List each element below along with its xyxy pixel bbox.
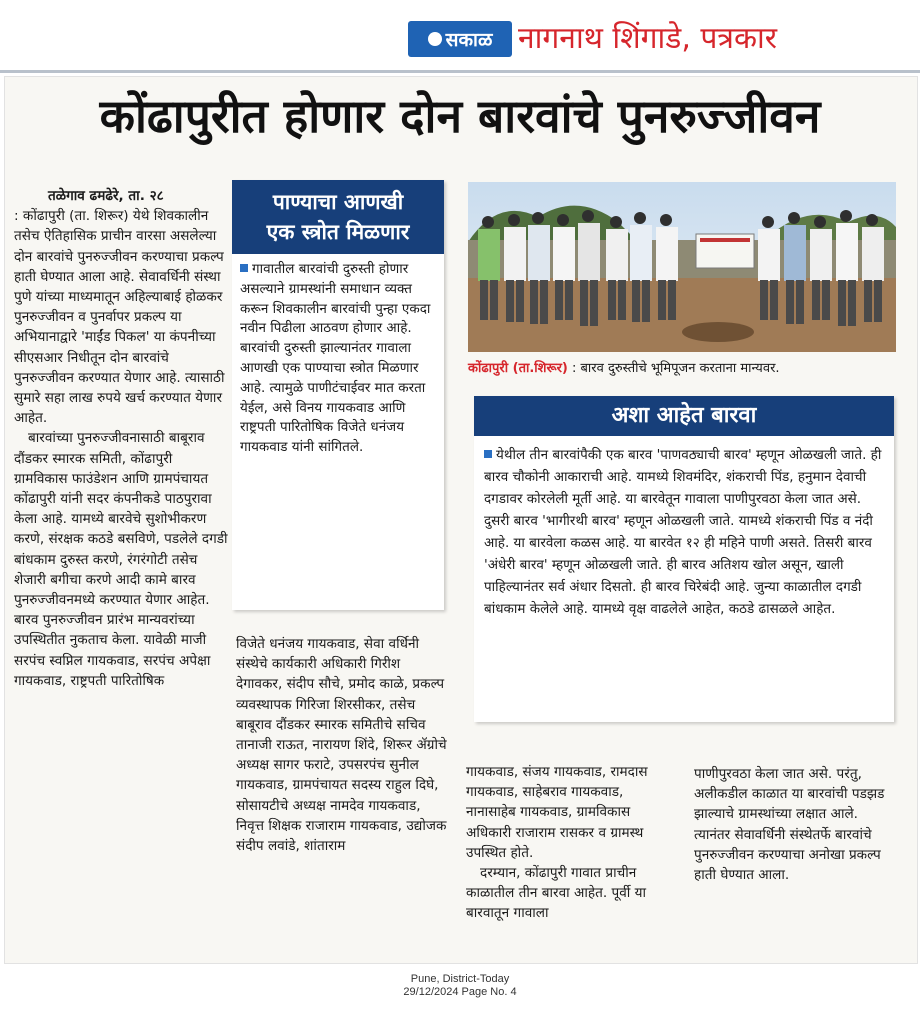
ceremony-photo-illustration [468,182,896,352]
photo-caption [468,358,898,376]
paragraph: बारवांच्या पुनरुज्जीवनासाठी बाबूराव दौंडकर स्मारक समिती, कोंढापुरी ग्रामविकास फाउंडेशन आणि ग्रामपंचायत कोंढापुरी यांनी सदर कंपनीकडे पाठपुरावा केला आहे. यामध्ये बारवेचे सुशोभीकरण करणे, संरक्षक कठडे बसविणे, पडलेले दगडी बांधकाम दुरुस्त करणे, रंगरंगोटी तसेच शेजारी बगीचा करणे आदी कामे बारव पुनरुज्जीवनमध्ये करण्यात येणार आहेत. बारव पुनरुज्जीवन प्रारंभ मान्यवरांच्या उपस्थितीत नुकताच केला. यावेळी माजी सरपंच स्वप्निल गायकवाड, सरपंच अपेक्षा गायकवाड, राष्ट्रपती पारितोषिक [14,430,228,689]
box-heading: अशा आहेत बारवा [474,396,894,436]
paragraph: पाणीपुरवठा केला जात असे. परंतु, अलीकडील काळात या बारवांची पडझड झाल्याचे ग्रामस्थांच्या लक्षात आले. त्यानंतर सेवावर्धिनी संस्थेतर्फे बारवांचे पुनरुज्जीवन करण्याचा अनोखा प्रकल्प हाती घेण्यात आला. [694,766,885,884]
box-body [232,254,444,458]
paragraph: विजेते धनंजय गायकवाड, सेवा वर्धिनी संस्थेचे कार्यकारी अधिकारी गिरीश देगावकर, संदीप सौचे, प्रमोद काळे, प्रकल्प व्यवस्थापक गिरिजा शिरसीकर, तसेच बाबूराव दौंडकर स्मारक समितीचे सचिव तानाजी राऊत, नारायण शिंदे, शिरूर ॲग्रोचे अध्यक्ष सागर फराटे, उपसरपंच सुनील गायकवाड, ग्रामपंचायत सदस्य राहुल दिघे, सोसायटीचे अध्यक्ष नामदेव गायकवाड, निवृत्त शिक्षक राजाराम गायकवाड, उद्योजक संदीप लवांडे, शांताराम [236,636,447,855]
article-column-4 [694,764,890,885]
article-column-1 [14,186,228,691]
bullet-icon [240,264,248,272]
barav-info-box [474,396,894,722]
footer-edition: Pune, District-Today [410,973,510,985]
box-heading-line-2: एक स्त्रोत मिळणार [266,220,410,244]
box-text: गावातील बारवांची दुरुस्ती होणार असल्याने ग्रामस्थांनी समाधान व्यक्त करून शिवकालीन बारवांची पुन्हा एकदा नवीन पिढीला आठवण होणार आहे. बारवांची दुरुस्ती झाल्यानंतर गावाला आणखी एक पाण्याचा स्त्रोत मिळणार आहे. त्यामुळे पाणीटंचाईवर मात करता येईल, असे विनय गायकवाड आणि राष्ट्रपती पारितोषिक विजेते धनंजय गायकवाड यांनी सांगितले. [240,261,431,456]
box-text: येथील तीन बारवांपैकी एक बारव 'पाणवठ्याची बारव' म्हणून ओळखली जाते. ही बारव चौकोनी आकाराची आहे. यामध्ये शिवमंदिर, शंकराची पिंड, हनुमान देवाची दगडावर कोरलेली मूर्ती आहे. या बारवेतून गावाला पाणीपुरवठा केला जात असे. दुसरी बारव 'भागीरथी बारव' म्हणून ओळखली जाते. यामध्ये शंकराची पिंड व नंदी आहे. या बारवेला कळस आहे. या बारवेत १२ ही महिने पाणी असते. तिसरी बारव 'अंधेरी बारव' म्हणून ओळखली जाते. ही बारव अतिशय खोल असून, खाली पाहिल्यानंतर सर्व अंधार दिसतो. ही बारव चिरेबंदी आहे. जुन्या काळातील दगडी बांधकाम केलेले आहे. यामध्ये वृक्ष वाढलेले आहेत, कठडे ढासळले आहेत. [484,447,882,617]
reporter-byline: नागनाथ शिंगाडे, पत्रकार [518,21,778,56]
logo-text: सकाळ [445,29,493,51]
box-heading [232,180,444,254]
sakal-logo [408,21,512,57]
dateline: तळेगाव ढमढेरे, ता. २८ [48,188,164,204]
article-headline: कोंढापुरीत होणार दोन बारवांचे पुनरुज्जीवन [99,89,821,143]
paragraph: गायकवाड, संजय गायकवाड, रामदास गायकवाड, साहेबराव गायकवाड, नानासाहेब गायकवाड, ग्रामविकास अधिकारी राजाराम रासकर व ग्रामस्थ उपस्थित होते. [466,764,648,861]
caption-text: : बारव दुरुस्तीचे भूमिपूजन करताना मान्यवर. [572,361,780,376]
box-body [474,436,894,620]
logo-mark-icon [428,32,442,46]
article-column-3 [466,762,676,924]
box-heading-line-1: पाण्याचा आणखी [272,190,404,214]
paragraph: दरम्यान, कोंढापुरी गावात प्राचीन काळातील तीन बारवा आहेत. पूर्वी या बारवातून गावाला [466,865,647,922]
paragraph: : कोंढापुरी (ता. शिरूर) येथे शिवकालीन तसेच ऐतिहासिक प्राचीन वारसा असलेल्या दोन बारवांचे पुनरुज्जीवन करण्याचा प्रकल्प हाती घेण्यात आला आहे. सेवावर्धिनी संस्था पुणे यांच्या माध्यमातून अहिल्याबाई होळकर पुनरुज्जीवन व पुनर्वापर प्रकल्प या अभियानाद्वारे 'माईंड पिकल' या कंपनीच्या सीएसआर निधीतून दोन बारवांचे पुनरुज्जीवन करण्यात येणार आहे. त्यासाठी सुमारे सहा लाख रुपये खर्च करण्यात येणार आहेत. [14,208,225,427]
header-divider [0,70,920,73]
page-footer [0,973,920,999]
article-column-2 [236,634,448,856]
caption-place: कोंढापुरी (ता.शिरूर) [468,361,568,376]
bullet-icon [484,450,492,458]
water-source-box [232,180,444,610]
ceremony-photo [468,182,896,352]
footer-date-page: 29/12/2024 Page No. 4 [403,986,517,998]
